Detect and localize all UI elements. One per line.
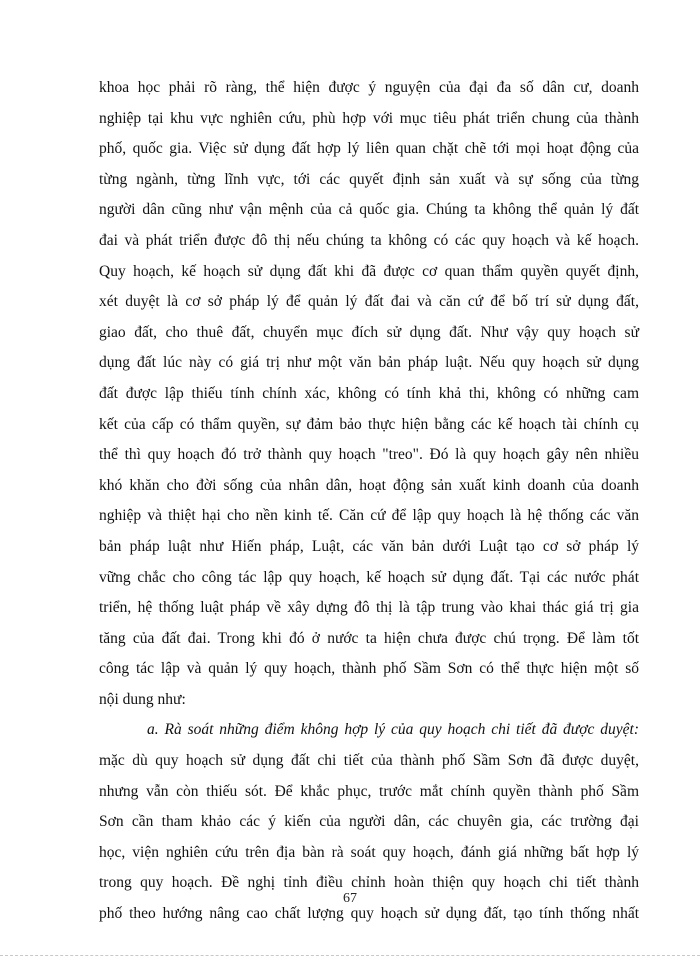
body-line: triển, hệ thống luật pháp về xây dựng đô thị là tập trung vào khai thác giá trị gia [99,599,639,617]
body-text [99,73,639,930]
body-line: nội dung như: [99,690,186,708]
body-line: khoa học phải rõ ràng, thể hiện được ý nguyện của đại đa số dân cư, doanh [99,79,639,96]
body-line: phố, quốc gia. Việc sử dụng đất hợp lý liên quan chặt chẽ tới mọi hoạt động của [99,140,639,158]
body-line: từng ngành, từng lĩnh vực, tới các quyết định sản xuất và sự sống của từng [99,170,639,188]
page-bottom-divider [0,955,700,956]
body-line: nghiệp tại khu vực nghiên cứu, phù hợp với mục tiêu phát triển chung của thành [99,109,639,127]
body-line: đất được lập thiếu tính chính xác, không có tính khả thi, không có những cam [99,384,639,402]
page-number: 67 [343,891,357,906]
body-line: thể thì quy hoạch đó trở thành quy hoạch "treo". Đó là quy hoạch gây nên nhiều [99,446,639,464]
body-line: vững chắc cho công tác lập quy hoạch, kế hoạch sử dụng đất. Tại các nước phát [99,568,639,586]
body-line: xét duyệt là cơ sở pháp lý để quản lý đất đai và căn cứ để bố trí sử dụng đất, [99,293,639,311]
subsection-heading: a. Rà soát những điểm không hợp lý của quy hoạch chi tiết đã được duyệt: [147,721,639,739]
subsection-line: trong quy hoạch. Đề nghị tỉnh điều chỉnh hoàn thiện quy hoạch chi tiết thành [99,874,639,892]
subsection-line: học, viện nghiên cứu trên địa bàn rà soát quy hoạch, đánh giá những bất hợp lý [99,843,639,861]
subsection-line: phố theo hướng nâng cao chất lượng quy hoạch sử dụng đất, tạo tính thống nhất [99,905,639,923]
body-line: bản pháp luật như Hiến pháp, Luật, các văn bản dưới Luật tạo cơ sở pháp lý [99,537,639,555]
body-line: kết của cấp có thẩm quyền, sự đảm bảo thực hiện bằng các kế hoạch tài chính cụ [99,415,639,433]
body-line: khó khăn cho đời sống của nhân dân, hoạt động sản xuất kinh doanh của doanh [99,476,639,494]
body-line: giao đất, cho thuê đất, chuyển mục đích sử dụng đất. Như vậy quy hoạch sử [99,323,639,341]
body-line: tăng của đất đai. Trong khi đó ở nước ta hiện chưa được chú trọng. Để làm tốt [99,629,639,647]
body-line: dụng đất lúc này có giá trị như một văn bản pháp luật. Nếu quy hoạch sử dụng [99,354,639,372]
body-line: đai và phát triển được đô thị nếu chúng ta không có các quy hoạch và kế hoạch. [99,231,639,249]
body-line: người dân cũng như vận mệnh của cả quốc gia. Chúng ta không thể quản lý đất [99,201,639,219]
body-line: công tác lập và quản lý quy hoạch, thành phố Sầm Sơn có thể thực hiện một số [99,660,639,678]
subsection-line: mặc dù quy hoạch sử dụng đất chi tiết của thành phố Sầm Sơn đã được duyệt, [99,752,639,770]
subsection-line: nhưng vẫn còn thiếu sót. Để khắc phục, trước mắt chính quyền thành phố Sầm [99,782,639,800]
subsection-line: Sơn cần tham khảo các ý kiến của người dân, các chuyên gia, các trường đại [99,813,639,831]
body-line: nghiệp và thiệt hại cho nền kinh tế. Căn cứ để lập quy hoạch là hệ thống các văn [99,507,639,525]
body-line: Quy hoạch, kế hoạch sử dụng đất khi đã được cơ quan thẩm quyền quyết định, [99,262,639,280]
